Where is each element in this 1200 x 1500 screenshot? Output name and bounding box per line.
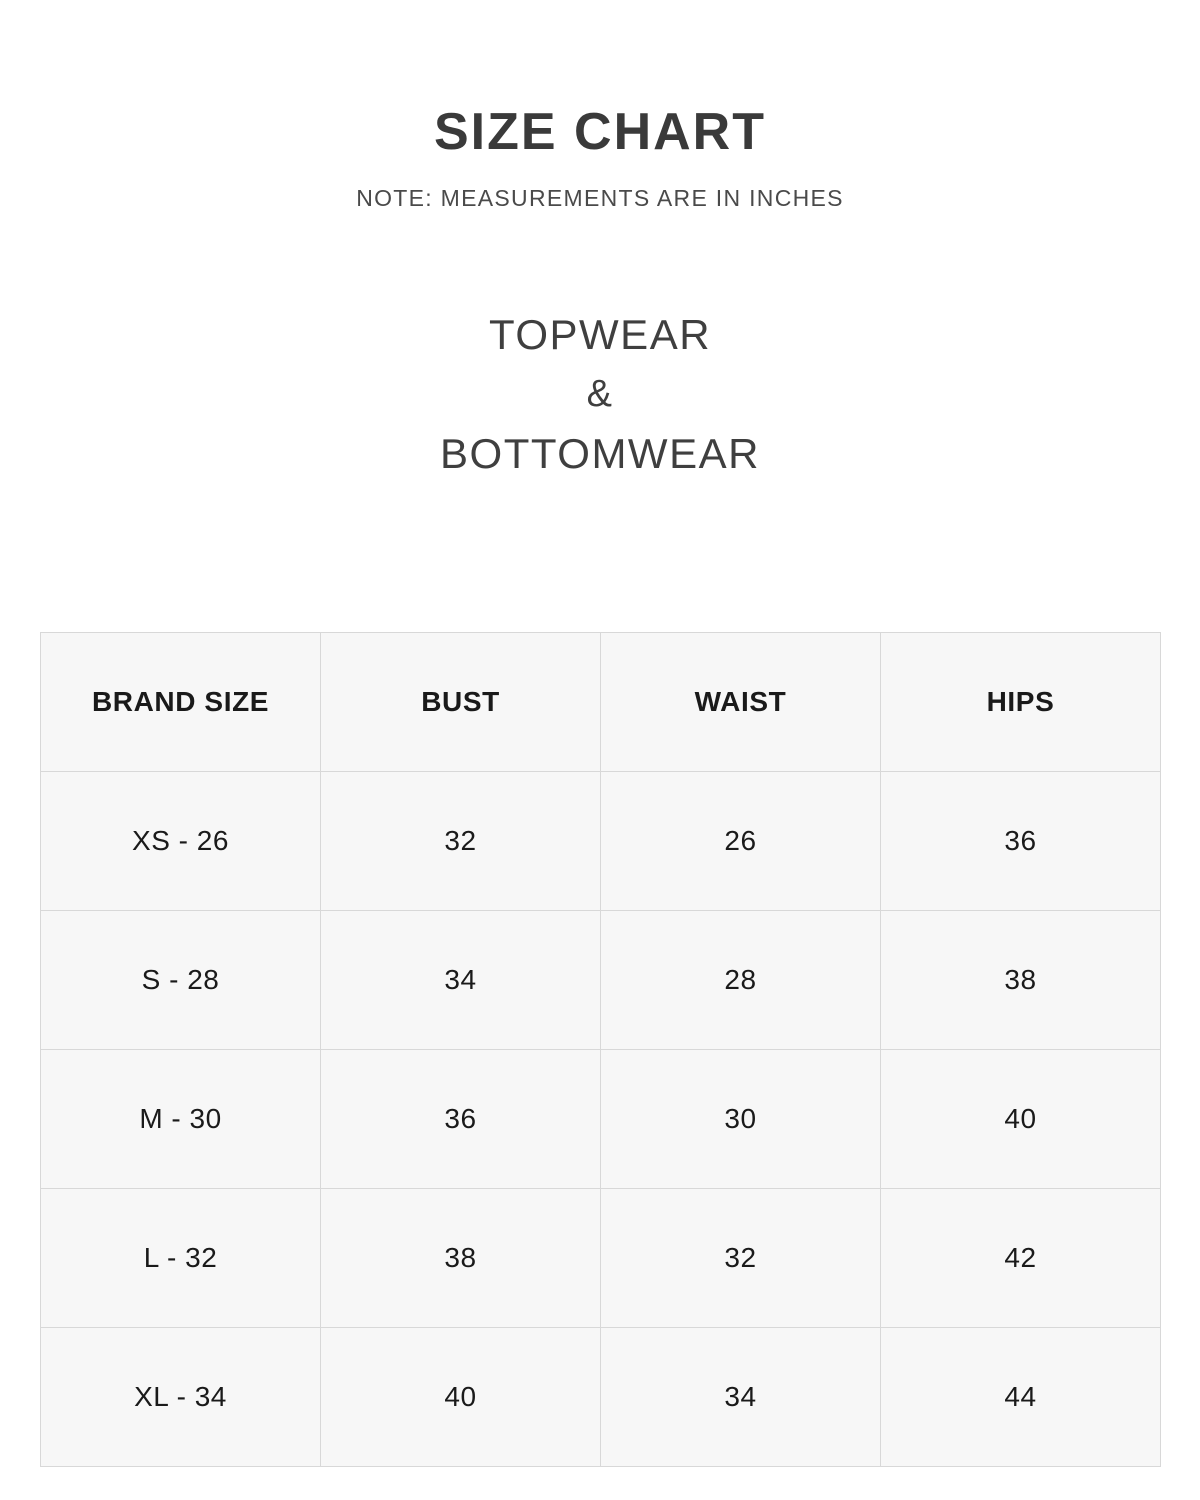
category-heading: [0, 212, 1200, 485]
cell-hips: 42: [881, 1189, 1161, 1328]
cell-waist: 26: [601, 772, 881, 911]
cell-hips: 38: [881, 911, 1161, 1050]
cell-brand-size: M - 30: [41, 1050, 321, 1189]
cell-hips: 44: [881, 1328, 1161, 1467]
table-row: [41, 772, 1161, 911]
cell-bust: 34: [321, 911, 601, 1050]
cell-brand-size: S - 28: [41, 911, 321, 1050]
column-header-brand-size: BRAND SIZE: [41, 633, 321, 772]
cell-hips: 40: [881, 1050, 1161, 1189]
cell-bust: 32: [321, 772, 601, 911]
cell-waist: 30: [601, 1050, 881, 1189]
category-bottomwear: BOTTOMWEAR: [440, 429, 760, 477]
size-table-container: [40, 632, 1160, 1467]
table-header-row: [41, 633, 1161, 772]
table-row: [41, 911, 1161, 1050]
size-table: [40, 632, 1161, 1467]
column-header-hips: HIPS: [881, 633, 1161, 772]
cell-waist: 28: [601, 911, 881, 1050]
column-header-bust: BUST: [321, 633, 601, 772]
cell-waist: 34: [601, 1328, 881, 1467]
cell-bust: 38: [321, 1189, 601, 1328]
category-ampersand: &: [586, 373, 614, 416]
table-row: [41, 1328, 1161, 1467]
table-row: [41, 1050, 1161, 1189]
measurement-note: NOTE: MEASUREMENTS ARE IN INCHES: [356, 185, 844, 212]
category-topwear: TOPWEAR: [488, 311, 712, 359]
cell-bust: 36: [321, 1050, 601, 1189]
cell-hips: 36: [881, 772, 1161, 911]
cell-brand-size: XS - 26: [41, 772, 321, 911]
table-row: [41, 1189, 1161, 1328]
cell-brand-size: L - 32: [41, 1189, 321, 1328]
cell-waist: 32: [601, 1189, 881, 1328]
cell-bust: 40: [321, 1328, 601, 1467]
page-title: SIZE CHART: [434, 103, 766, 161]
column-header-waist: WAIST: [601, 633, 881, 772]
cell-brand-size: XL - 34: [41, 1328, 321, 1467]
